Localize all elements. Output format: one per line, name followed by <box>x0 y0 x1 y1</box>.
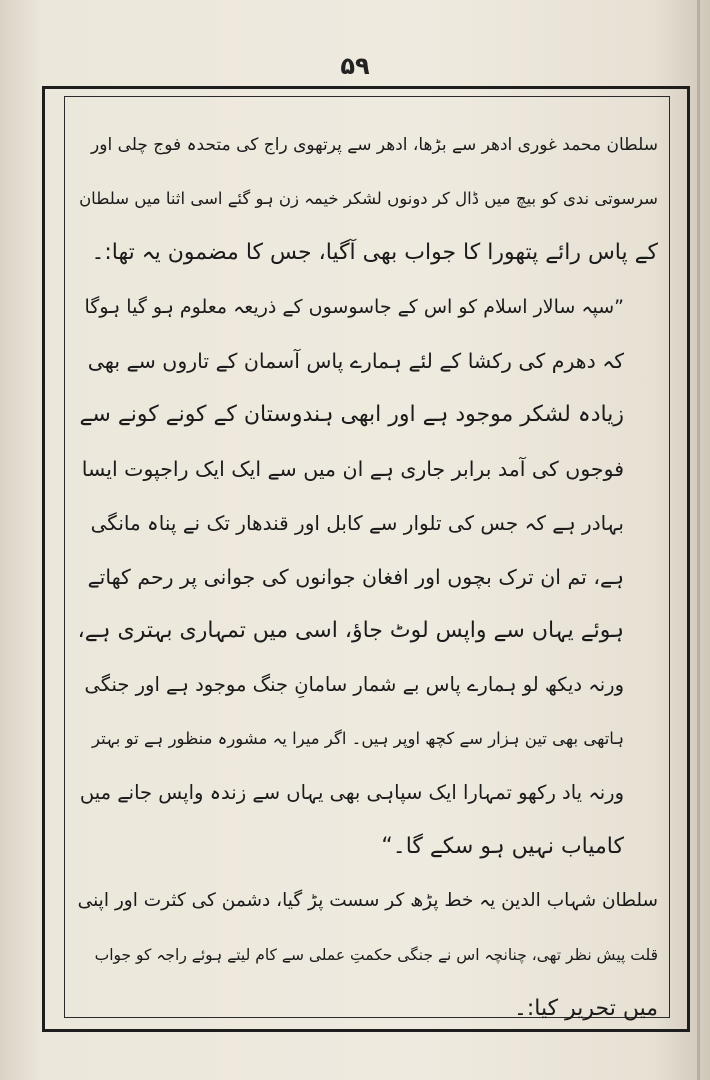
text-line: کہ دھرم کی رکشا کے لئے ہمارے پاس آسمان کے تاروں سے بھی <box>87 349 624 373</box>
text-line: ”سپہ سالار اسلام کو اس کے جاسوسوں کے ذریعہ معلوم ہو گیا ہوگا <box>84 296 624 318</box>
text-line: فوجوں کی آمد برابر جاری ہے ان میں سے ایک ایک راجپوت ایسا <box>81 457 624 481</box>
text-line: ہے، تم ان ترک بچوں اور افغان جوانوں کی جوانی پر رحم کھاتے <box>87 565 624 589</box>
book-spine-shadow <box>697 0 700 1080</box>
text-line: کامیاب نہیں ہو سکے گا۔“ <box>381 834 624 859</box>
text-line: میں تحریر کیا:۔ <box>514 996 658 1021</box>
text-line: ورنہ یاد رکھو تمہارا ایک سپاہی بھی یہاں سے زندہ واپس جانے میں <box>79 781 624 804</box>
text-line: سرسوتی ندی کو بیچ میں ڈال کر دونوں لشکر خیمہ زن ہو گئے اسی اثنا میں سلطان <box>79 189 658 208</box>
text-line: کے پاس رائے پتھورا کا جواب بھی آگیا، جس کا مضمون یہ تھا:۔ <box>91 240 658 265</box>
text-line: ہوئے یہاں سے واپس لوٹ جاؤ، اسی میں تمہاری بہتری ہے، <box>78 618 624 643</box>
text-line: سلطان محمد غوری ادھر سے بڑھا، ادھر سے پرتھوی راج کی متحدہ فوج چلی اور <box>91 135 658 155</box>
text-line: ہاتھی بھی تین ہزار سے کچھ اوپر ہیں۔ اگر میرا یہ مشورہ منظور ہے تو بہتر <box>92 729 624 748</box>
text-line: قلت پیش نظر تھی، چنانچہ اس نے جنگی حکمتِ عملی سے کام لیتے ہوئے راجہ کو جواب <box>94 946 658 964</box>
body-text <box>78 118 658 1036</box>
text-line: بہادر ہے کہ جس کی تلوار سے کابل اور قندھار تک نے پناہ مانگی <box>90 511 624 535</box>
text-line: سلطان شہاب الدین یہ خط پڑھ کر سست پڑ گیا، دشمن کی کثرت اور اپنی <box>78 890 658 911</box>
page-number: ۵۹ <box>340 52 370 80</box>
text-line: زیادہ لشکر موجود ہے اور ابھی ہندوستان کے کونے کونے سے <box>79 402 624 427</box>
text-line: ورنہ دیکھ لو ہمارے پاس بے شمار سامانِ جنگ موجود ہے اور جنگی <box>84 673 624 696</box>
